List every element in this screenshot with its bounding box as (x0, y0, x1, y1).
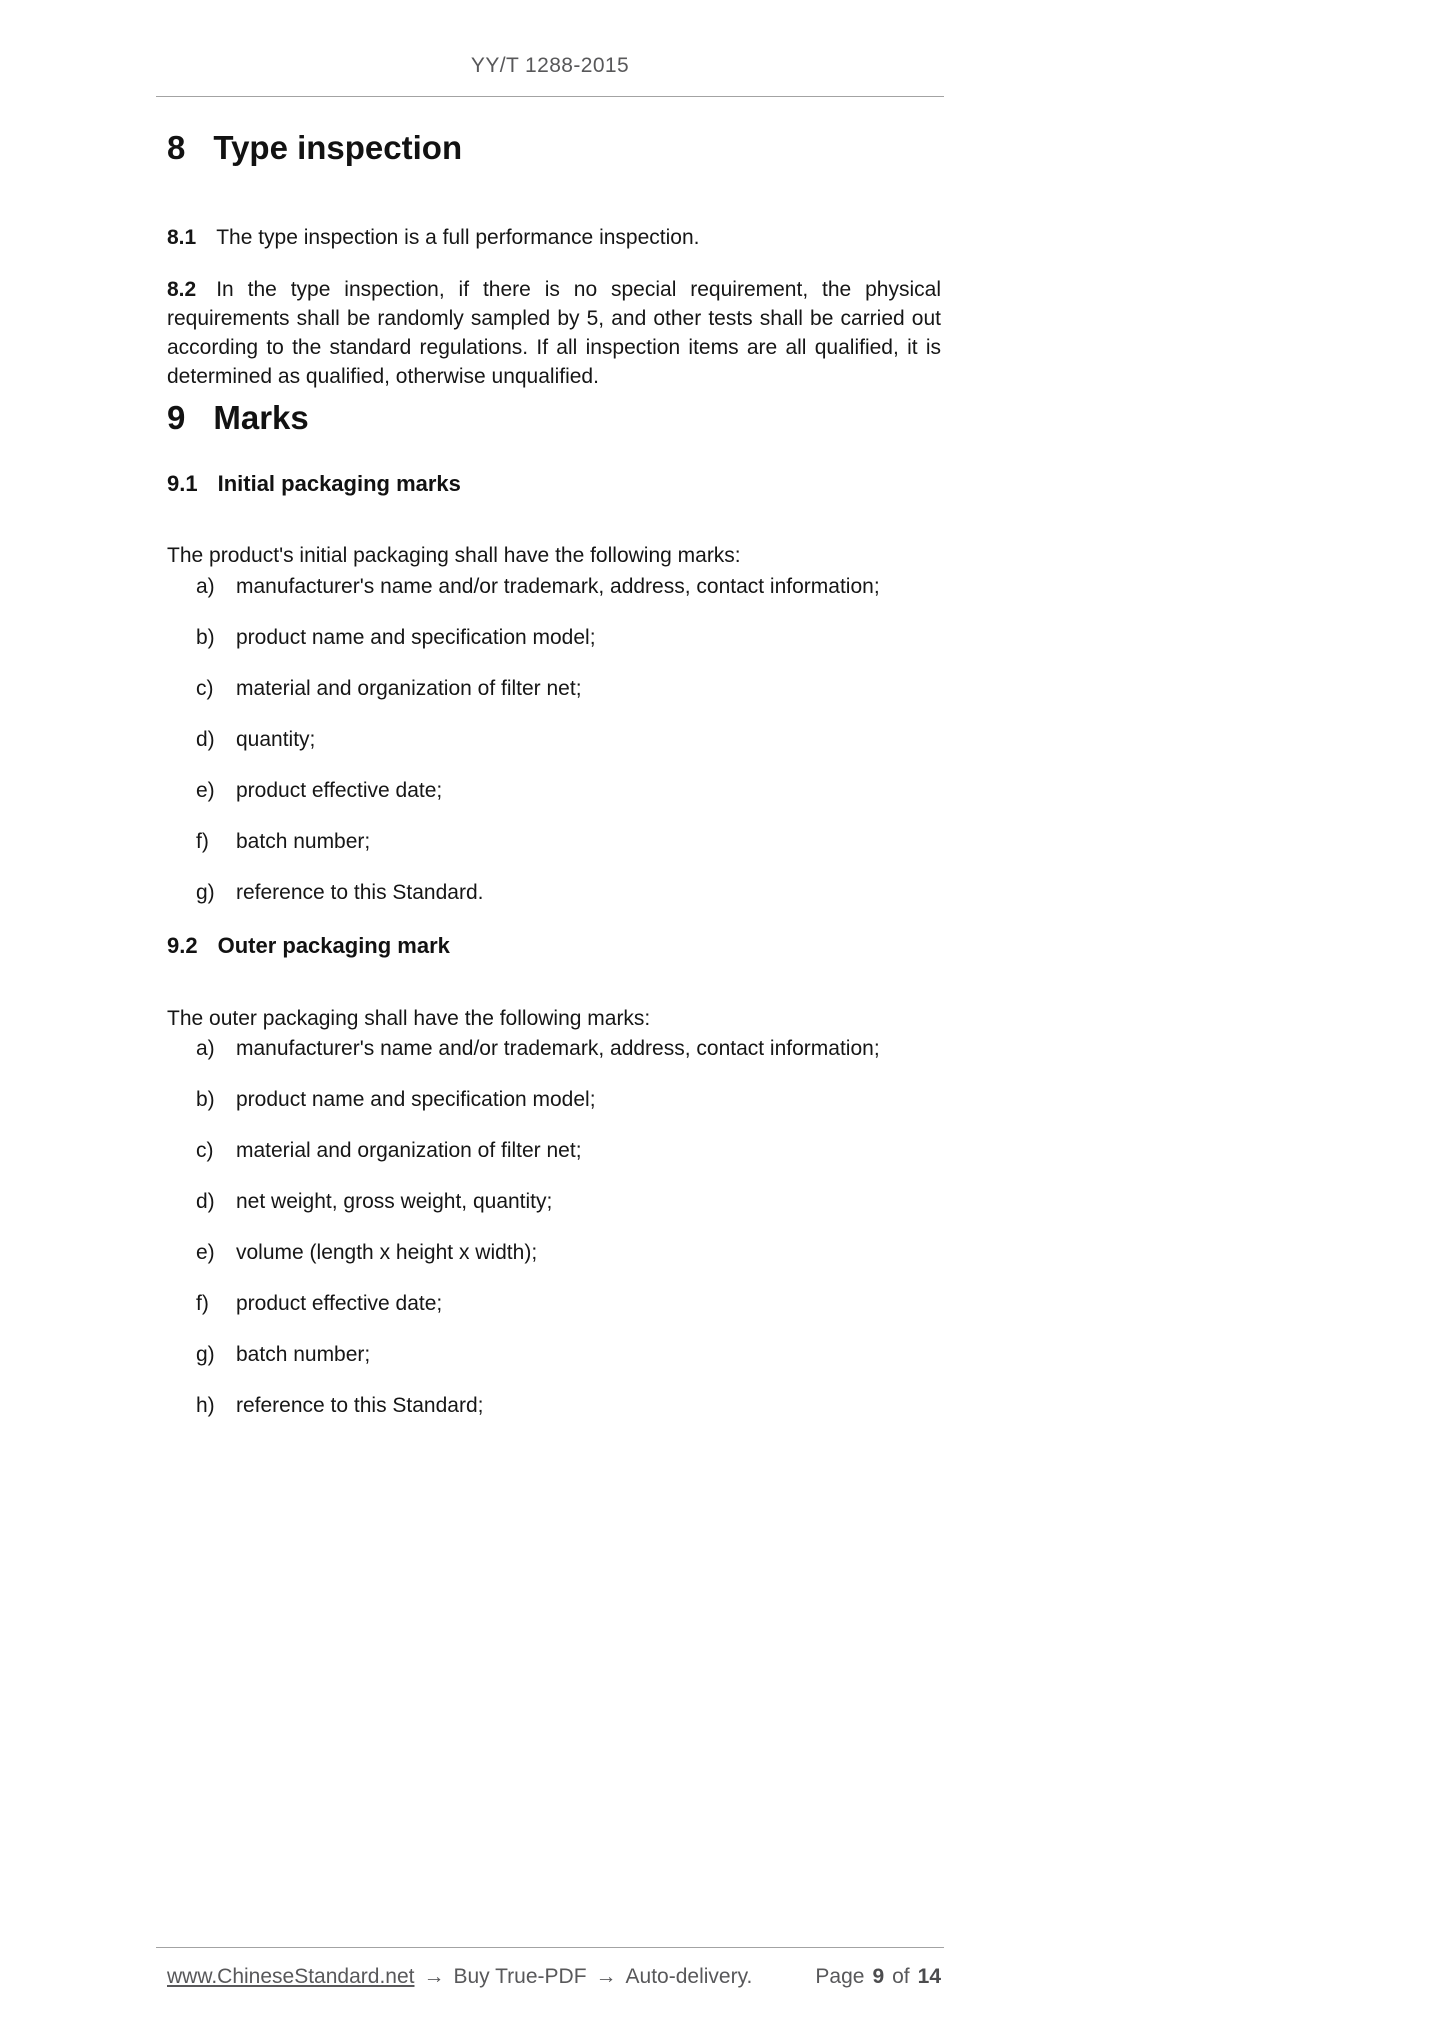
list-item-label: h) (196, 1394, 215, 1417)
total-page-number: 14 (917, 1965, 941, 1988)
list-item-label: c) (196, 677, 214, 700)
section-9-title: Marks (213, 399, 309, 436)
list-item-text: batch number; (236, 830, 371, 853)
list-item-label: d) (196, 1190, 215, 1213)
list-item (196, 1088, 941, 1111)
subsection-9-2-title: Outer packaging mark (217, 933, 450, 958)
document-number: YY/T 1288-2015 (470, 54, 630, 77)
section-8-title: Type inspection (213, 129, 463, 166)
list-item (196, 1394, 941, 1417)
list-item-label: g) (196, 1343, 215, 1366)
list-item (196, 1241, 941, 1264)
list-item-text: reference to this Standard; (236, 1394, 484, 1417)
clause-8-1-number: 8.1 (167, 226, 197, 249)
list-item (196, 1190, 941, 1213)
list-item-text: product effective date; (236, 1292, 443, 1315)
clause-8-2-number: 8.2 (167, 278, 197, 301)
list-item (196, 677, 941, 700)
list-item-text: manufacturer's name and/or trademark, address, contact information; (236, 1037, 880, 1060)
list-item-label: d) (196, 728, 215, 751)
list-item-label: a) (196, 575, 215, 598)
marks-list-9-1 (196, 575, 941, 932)
list-item-label: f) (196, 1292, 209, 1315)
list-item-text: product name and specification model; (236, 626, 596, 649)
list-item-text: material and organization of filter net; (236, 1139, 582, 1162)
arrow-icon: → (423, 1965, 445, 1988)
page-footer (167, 1965, 941, 1989)
list-item (196, 728, 941, 751)
list-item-label: e) (196, 779, 215, 802)
footer-branding (167, 1965, 752, 1989)
list-item-label: e) (196, 1241, 215, 1264)
list-item-text: reference to this Standard. (236, 881, 484, 904)
list-item (196, 1292, 941, 1315)
arrow-icon: → (595, 1965, 617, 1988)
list-item (196, 830, 941, 853)
section-8-heading (167, 129, 462, 167)
clause-8-2-text: In the type inspection, if there is no special requirement, the physical requirements shall be randomly sampled by 5, and other tests shall be carried out according to the standard regulations. If all inspection items are all qualified, it is determined as qualified, otherwise unqualified. (167, 278, 941, 388)
section-9-number: 9 (167, 399, 186, 436)
current-page-number: 9 (872, 1965, 885, 1988)
list-item-label: g) (196, 881, 215, 904)
clause-8-2 (167, 275, 941, 391)
list-item-label: c) (196, 1139, 214, 1162)
clause-8-1-text: The type inspection is a full performance inspection. (216, 226, 700, 249)
list-item (196, 1139, 941, 1162)
subsection-9-2-heading (167, 933, 450, 959)
of-label: of (892, 1965, 910, 1988)
subsection-9-2-number: 9.2 (167, 933, 198, 958)
page-indicator (815, 1965, 941, 1989)
list-item-label: b) (196, 1088, 215, 1111)
list-item-text: batch number; (236, 1343, 371, 1366)
list-item-label: f) (196, 830, 209, 853)
list-item-label: b) (196, 626, 215, 649)
list-item-text: product effective date; (236, 779, 443, 802)
list-item (196, 881, 941, 904)
page-label: Page (815, 1965, 865, 1988)
list-item (196, 626, 941, 649)
list-item-text: material and organization of filter net; (236, 677, 582, 700)
footer-divider (156, 1947, 944, 1948)
site-link[interactable]: www.ChineseStandard.net (167, 1965, 415, 1988)
footer-action-delivery: Auto-delivery. (625, 1965, 753, 1988)
subsection-9-1-heading (167, 471, 461, 497)
list-item-text: net weight, gross weight, quantity; (236, 1190, 553, 1213)
subsection-9-1-number: 9.1 (167, 471, 198, 496)
list-item (196, 575, 941, 598)
list-item (196, 1343, 941, 1366)
list-item (196, 779, 941, 802)
header-divider (156, 96, 944, 97)
list-item-text: manufacturer's name and/or trademark, address, contact information; (236, 575, 880, 598)
list-item-text: volume (length x height x width); (236, 1241, 538, 1264)
subsection-9-1-intro: The product's initial packaging shall have the following marks: (167, 544, 741, 567)
clause-8-1 (167, 223, 941, 252)
list-item-label: a) (196, 1037, 215, 1060)
section-8-number: 8 (167, 129, 186, 166)
list-item (196, 1037, 941, 1060)
list-item-text: quantity; (236, 728, 316, 751)
footer-action-buy: Buy True-PDF (453, 1965, 587, 1988)
subsection-9-1-title: Initial packaging marks (217, 471, 461, 496)
marks-list-9-2 (196, 1037, 941, 1445)
list-item-text: product name and specification model; (236, 1088, 596, 1111)
section-9-heading (167, 399, 309, 437)
subsection-9-2-intro: The outer packaging shall have the following marks: (167, 1007, 651, 1030)
